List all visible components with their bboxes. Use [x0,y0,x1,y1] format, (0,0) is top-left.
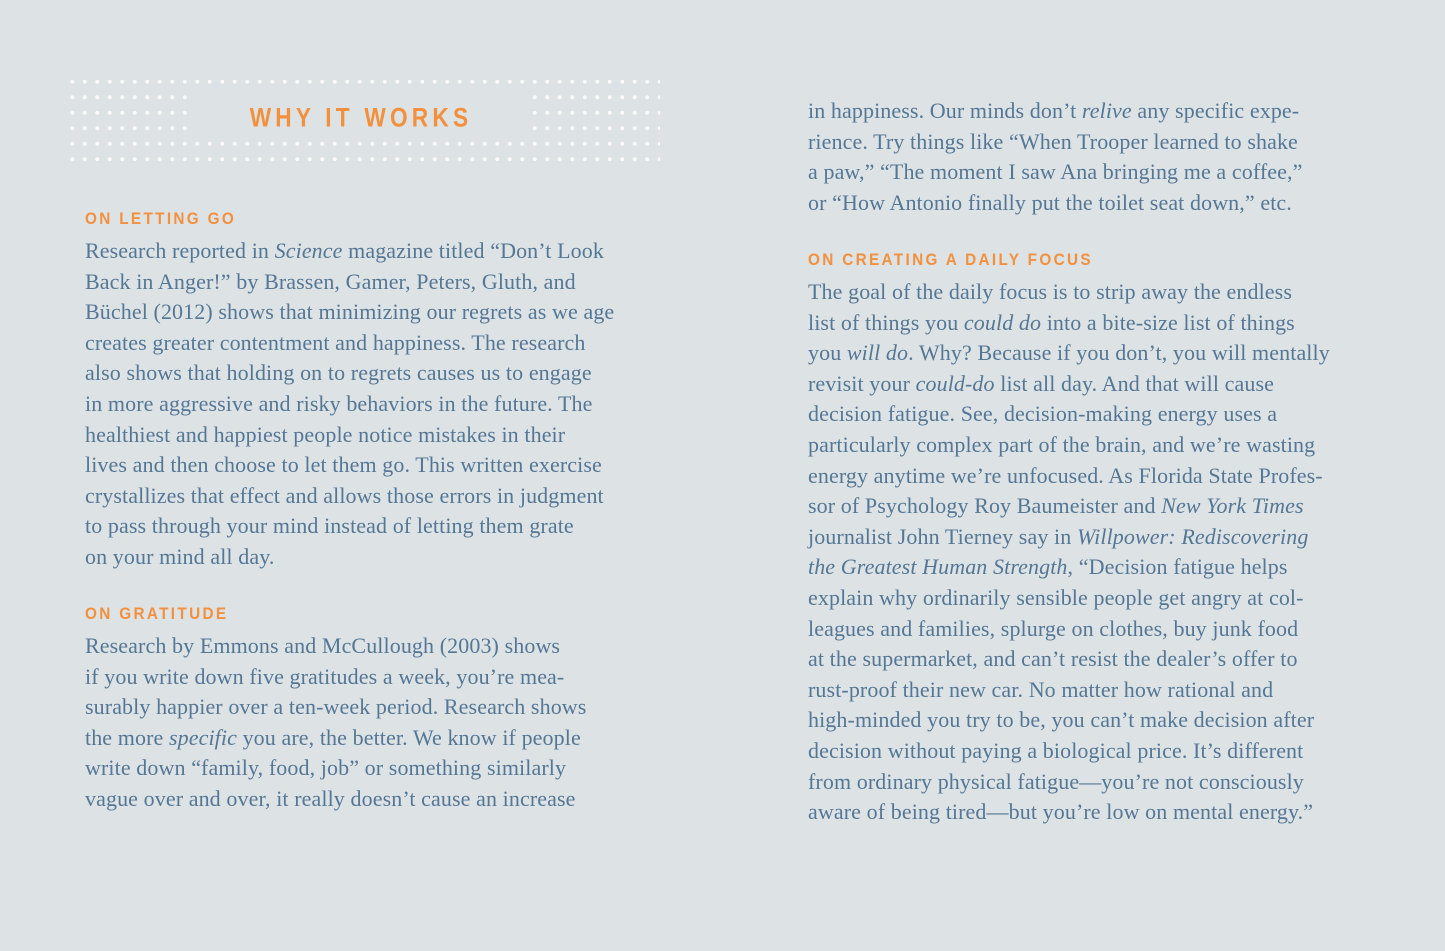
right-page [722,0,1445,951]
text-line: revisit your could-do list all day. And that will cause [808,370,1275,396]
text-line: crystallizes that effect and allows those errors in judgment [85,482,604,508]
page-title-box [195,95,528,142]
text-line: you will do. Why? Because if you don’t, you will mentally [808,340,1330,366]
section-body-on-letting-go [85,236,665,573]
text-line: lives and then choose to let them go. This written exercise [85,452,602,478]
text-line: the more specific you are, the better. We know if people [85,724,581,750]
section-body-continued [808,96,1388,218]
text-line: Büchel (2012) shows that minimizing our regrets as we age [85,299,615,325]
text-line: creates greater contentment and happiness. The research [85,329,586,355]
text-line: in happiness. Our minds don’t relive any specific expe- [808,98,1300,123]
text-line: vague over and over, it really doesn’t cause an increase [85,785,576,811]
section-heading-on-letting-go: ON LETTING GO [85,209,237,228]
text-line: high-minded you try to be, you can’t make decision after [808,707,1315,733]
text-line: list of things you could do into a bite-size list of things [808,309,1295,335]
left-page [0,0,722,951]
text-line: aware of being tired—but you’re low on mental energy.” [808,799,1314,825]
text-line: leagues and families, splurge on clothes, buy junk food [808,615,1299,641]
text-line: if you write down five gratitudes a week, you’re mea- [85,663,565,689]
text-line: decision without paying a biological price. It’s different [808,737,1304,763]
text-line: Research reported in Science magazine titled “Don’t Look [85,238,604,263]
text-line: at the supermarket, and can’t resist the dealer’s offer to [808,646,1298,672]
text-line: journalist John Tierney say in Willpower: Rediscovering [808,523,1309,549]
text-line: write down “family, food, job” or something similarly [85,755,567,781]
text-line: healthiest and happiest people notice mistakes in their [85,421,566,447]
text-line: explain why ordinarily sensible people get angry at col- [808,584,1304,610]
dot-pattern-band [62,70,660,166]
text-line: Back in Anger!” by Brassen, Gamer, Peters, Gluth, and [85,268,576,294]
text-line: or “How Antonio finally put the toilet seat down,” etc. [808,189,1292,215]
section-body-on-creating-a-daily-focus [808,277,1388,828]
text-line: sor of Psychology Roy Baumeister and New York Times [808,493,1304,519]
section-body-on-gratitude [85,631,665,815]
text-line: on your mind all day. [85,543,275,569]
text-line: the Greatest Human Strength, “Decision fatigue helps [808,554,1288,580]
text-line: in more aggressive and risky behaviors in the future. The [85,390,593,416]
text-line: energy anytime we’re unfocused. As Florida State Profes- [808,462,1323,488]
text-line: The goal of the daily focus is to strip away the endless [808,279,1292,304]
text-line: also shows that holding on to regrets causes us to engage [85,360,592,386]
text-line: from ordinary physical fatigue—you’re not consciously [808,768,1304,794]
section-heading-on-creating-a-daily-focus: ON CREATING A DAILY FOCUS [808,250,1093,269]
text-line: particularly complex part of the brain, and we’re wasting [808,431,1316,457]
text-line: rience. Try things like “When Trooper learned to shake [808,128,1298,154]
text-line: to pass through your mind instead of letting them grate [85,513,574,539]
text-line: Research by Emmons and McCullough (2003) shows [85,633,561,658]
text-line: surably happier over a ten-week period. Research shows [85,694,587,720]
text-line: a paw,” “The moment I saw Ana bringing me a coffee,” [808,159,1303,185]
section-heading-on-gratitude: ON GRATITUDE [85,604,229,623]
text-line: decision fatigue. See, decision-making energy uses a [808,401,1278,427]
text-line: rust-proof their new car. No matter how rational and [808,676,1274,702]
page-title: WHY IT WORKS [249,102,473,133]
